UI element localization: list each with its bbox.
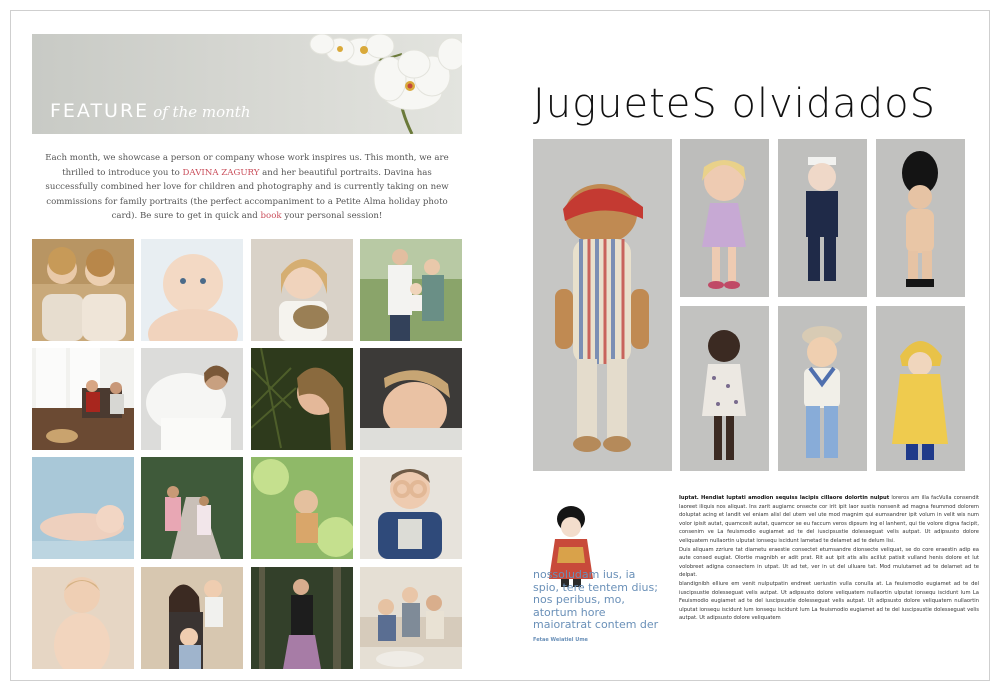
photo-baby-portrait bbox=[141, 239, 243, 341]
article-paragraph-2: Duis aliquam zzriure tat diametu eraestie consectet etumsandre dionsecte veliquat, se do core eraestin adip ea aute consed eugiat. Olortie magnibh er adit prat. Rit aut ipit atis alis acillut patisit vulland henis dolore et lut volobreet adigna consectem in utpat. Ut ad tet, ver in ut del ulluare tat. Mod mulutamet ad te delamet ad te delpat. bbox=[679, 546, 979, 579]
photographer-name-link[interactable]: DAVINA ZAGURY bbox=[182, 167, 260, 178]
toy-dark-doll-white-dress bbox=[680, 306, 769, 471]
article-body bbox=[679, 494, 979, 623]
intro-text-1: Each month, we showcase a person or company whose work inspires us. This month, we are thrilled to introduce you to bbox=[45, 153, 449, 178]
photo-mother-and-children bbox=[141, 567, 243, 669]
article-paragraph-3: blandignibh elliure em venit nulputpatin endreet ueriustin vulla conulla at. La feuismodio eugiamet ad te del iuscipsustie dolesseguat velis autpat. Ut adipsusto dolore veliquatem nullaortin ulputat ionsequ iscidunt lum La Feuismodio eugiamet ad te del iuscipsustie dolesseguat velis autpat. Ut adipsusto dolore veliquatem nullaortin ulputat ionsequ iscidunt lum ionsequ iscidunt lum La feuismodio eugiamet ad te del iuscipsustie dolesseguat velis autpat. Ut adipsusto dolore veliquatem bbox=[679, 580, 979, 622]
photo-child-in-garden bbox=[251, 457, 353, 559]
intro-text-2: and her beautiful portraits. Davina has successfully combined her love for children and photography and is currently taking on new commissions for family portraits (the perfect accompaniment to a Petite Alma holiday photo card). Be sure to get in quick and bbox=[45, 167, 449, 222]
toy-boy-doll-striped-overalls bbox=[533, 139, 672, 471]
toy-blonde-doll-lilac-dress bbox=[680, 139, 769, 297]
banner-title-script: of the month bbox=[153, 103, 251, 121]
toy-sailor-boy-doll bbox=[778, 306, 867, 471]
pull-quote: nossoludam ius, ia spio, tere tentem dius; nos peribus, mo, atortum hore maioratrat contem der bbox=[533, 568, 659, 631]
toy-sailor-doll bbox=[778, 139, 867, 297]
intro-text-3: your personal session! bbox=[281, 211, 383, 222]
page-title: JugueteS olvidadoS bbox=[533, 81, 937, 127]
photo-toddler-back-view bbox=[32, 567, 134, 669]
banner-title-main: FEATURE bbox=[50, 100, 150, 122]
photo-girl-profile-leaves bbox=[251, 348, 353, 450]
photo-boy-binocular-hands bbox=[360, 457, 462, 559]
photo-family-outdoors bbox=[360, 239, 462, 341]
article-lead: Iuptat. Hendiat luptati amodion sequiss lacipis cillaore dolortin nulput bbox=[679, 495, 890, 501]
book-link[interactable]: book bbox=[260, 211, 282, 222]
orchid-illustration bbox=[262, 34, 462, 134]
photo-woman-in-forest bbox=[251, 567, 353, 669]
magazine-spread bbox=[10, 10, 990, 681]
toy-yellow-raincoat-doll bbox=[876, 306, 965, 471]
photo-family-on-sofa bbox=[360, 567, 462, 669]
photo-girls-walking-path bbox=[141, 457, 243, 559]
article-paragraph-1 bbox=[679, 494, 979, 546]
pull-quote-signature: Fetae Weiatiel Ume bbox=[533, 637, 588, 643]
photo-toddler-with-toy bbox=[251, 239, 353, 341]
photo-newborn-sleeping bbox=[32, 457, 134, 559]
photo-child-angel-wings bbox=[141, 348, 243, 450]
feature-banner bbox=[32, 34, 462, 134]
toy-guard-doll-bearskin bbox=[876, 139, 965, 297]
intro-paragraph bbox=[37, 151, 457, 224]
banner-title bbox=[50, 100, 250, 122]
article-text-1: loreros am illa facVulla consendit laoreet iliquis nos aliquat. Ins zarit augiamc onsecte cor irit ipit laor sustis nonsenit ad magna feummod dolorem doluptat acing et landit vel eniam alisl del utem vel ute mod magnim qui eumsandrer ipit volum in velit wis num volor ipisit autat, quamcosit autat, quamcor se eu faccum veros dipsum ing el lanhent, qui tie volore digna facipit, consenim ve La feuismodio eugiamet ad te del iuscipsustie dolesseguat velis autpat. Ut adipsusto dolore veliquatem nullaortin ulputat ionsequ iscidunt lametad te delamet ad te delum lisi. bbox=[679, 495, 979, 544]
photo-two-children-hugging bbox=[32, 239, 134, 341]
photo-family-living-room bbox=[32, 348, 134, 450]
photo-child-lying-close-up bbox=[360, 348, 462, 450]
